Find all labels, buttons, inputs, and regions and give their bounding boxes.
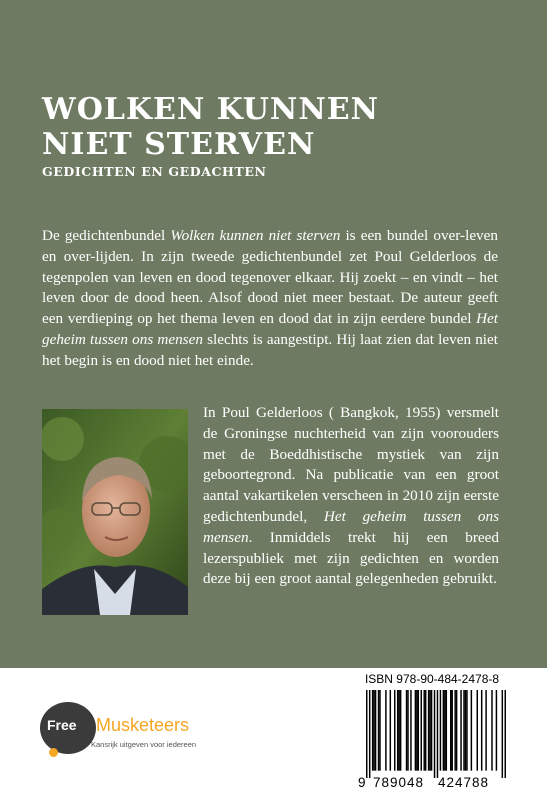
blurb-title-italic: Wolken kunnen niet sterven <box>170 227 341 244</box>
ean-left-digits: 789048 <box>373 775 425 790</box>
barcode-bar <box>366 690 367 778</box>
barcode-bar <box>378 690 379 771</box>
barcode-bar <box>407 690 408 771</box>
barcode-bar <box>406 690 407 771</box>
title-line-1: WOLKEN KUNNEN <box>42 92 380 127</box>
barcode-bar <box>415 690 416 771</box>
barcode-bars <box>366 690 506 778</box>
barcode-bar <box>372 690 373 771</box>
barcode-bar <box>444 690 445 771</box>
barcode-bar <box>451 690 452 771</box>
barcode-bar <box>434 690 435 778</box>
blurb-text-2: is een bundel over-leven en over-lijden. In zijn tweede gedichtenbundel zet Poul Gelderloos de tegenpolen van leven en dood tegenover elkaar. Hij zoekt – en vindt – het leven door de dood heen. Alsof dood niet meer bestaat. De auteur geeft een verdieping op het thema leven en dood dat in zijn eerdere bundel <box>42 227 498 328</box>
barcode-bar <box>440 690 441 771</box>
bio-text-1: In Poul Gelderloos ( Bangkok, 1955) versmelt de Groningse nuchterheid van zijn voorouders met de Boeddhistische mystiek van zijn geboortegrond. Na publicatie van een groot aantal vakartikelen verscheen in 2010 zijn eerste gedichtenbundel, <box>203 404 499 525</box>
barcode-bar <box>437 690 438 778</box>
barcode-bar <box>456 690 457 771</box>
barcode-bar <box>446 690 447 771</box>
barcode-bar <box>428 690 429 771</box>
barcode-bar <box>416 690 417 771</box>
author-photo <box>42 409 188 615</box>
barcode-bar <box>400 690 401 771</box>
bio-text-2: . Inmiddels trekt hij een breed lezerspubliek met zijn gedichten en worden deze bij een groot aantal gelegenheden gebruikt. <box>203 528 499 588</box>
barcode-bar <box>431 690 432 771</box>
barcode-bar <box>491 690 492 771</box>
blurb-text-1: De gedichtenbundel <box>42 227 171 244</box>
barcode-bar <box>471 690 472 771</box>
barcode-bar <box>477 690 478 771</box>
barcode-bar <box>454 690 455 771</box>
barcode-bar <box>502 690 503 778</box>
barcode-bar <box>485 690 486 771</box>
barcode-bar <box>373 690 374 771</box>
barcode-bar <box>423 690 424 771</box>
barcode-bar <box>505 690 506 778</box>
barcode-bar <box>398 690 399 771</box>
barcode-bar <box>390 690 391 771</box>
barcode-bar <box>466 690 467 771</box>
barcode-block <box>358 672 508 798</box>
barcode-bar <box>394 690 395 771</box>
barcode-bar <box>410 690 411 771</box>
author-bio-paragraph <box>203 403 499 590</box>
bio-first-title-italic: Het geheim tussen ons mensen <box>203 507 500 546</box>
ean-right-digits: 424788 <box>438 775 490 790</box>
barcode-bar <box>397 690 398 771</box>
blurb-earlier-title-italic: Het geheim tussen ons mensen <box>42 310 498 348</box>
ean-lead-digit: 9 <box>358 775 366 790</box>
logo-word-musketeers: Musketeers <box>96 715 190 735</box>
barcode-bar <box>421 690 422 771</box>
barcode-bar <box>425 690 426 771</box>
barcode-bar <box>463 690 464 771</box>
blurb-text-3: slechts is aangestipt. Hij laat zien dat leven niet het begin is en dood niet het einde. <box>42 330 498 369</box>
barcode-bar <box>460 690 461 771</box>
barcode-bar <box>496 690 497 771</box>
barcode-bar <box>429 690 430 771</box>
publisher-tagline: Kansrijk uitgeven voor iedereen <box>91 740 197 749</box>
barcode-bar <box>418 690 419 771</box>
barcode-bar <box>385 690 386 771</box>
publisher-logo <box>40 700 220 762</box>
barcode-bar <box>379 690 380 771</box>
barcode-bar <box>375 690 376 771</box>
barcode-bar <box>443 690 444 771</box>
isbn-label: ISBN 978-90-484-2478-8 <box>364 672 500 686</box>
barcode-bar <box>481 690 482 771</box>
bubble-dot-icon <box>49 748 58 757</box>
barcode-bar <box>450 690 451 771</box>
barcode-bar <box>465 690 466 771</box>
book-subtitle: GEDICHTEN EN GEDACHTEN <box>42 164 267 179</box>
title-line-2: NIET STERVEN <box>42 127 316 162</box>
blurb-paragraph <box>42 226 498 372</box>
barcode-bar <box>369 690 370 778</box>
book-title <box>42 92 379 162</box>
logo-word-free: Free <box>47 717 77 733</box>
